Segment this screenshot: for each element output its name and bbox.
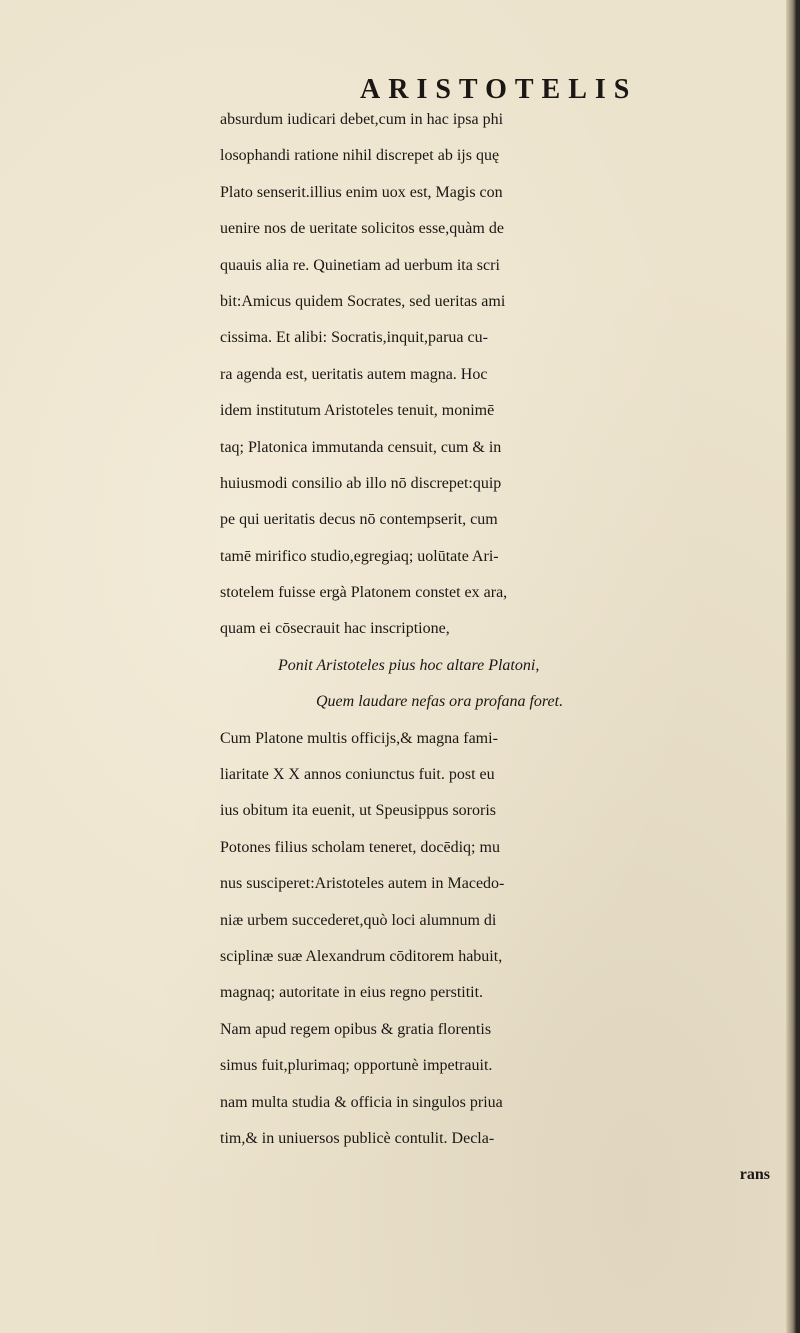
text-line: tamē mirifico studio,egregiaq; uolūtate Ari- [220, 547, 499, 565]
text-line: taq; Platonica immutanda censuit, cum & in [220, 438, 502, 456]
text-line: uenire nos de ueritate solicitos esse,quàm de [220, 220, 504, 238]
text-line: absurdum iudicari debet,cum in hac ipsa phi [220, 111, 504, 128]
verse-line-1: Ponit Aristoteles pius hoc altare Platoni, [278, 656, 540, 674]
page-edge [786, 0, 796, 1333]
text-line: tim,& in uniuersos publicè contulit. Decla- [220, 1129, 495, 1147]
text-line: magnaq; autoritate in eius regno perstitit. [220, 984, 484, 1002]
text-line: Potones filius scholam teneret, docēdiq; mu [220, 838, 500, 856]
text-line: idem institutum Aristoteles tenuit, monimē [220, 402, 495, 420]
text-line: huiusmodi consilio ab illo nō discrepet:quip [220, 474, 502, 492]
text-line: nam multa studia & officia in singulos priua [220, 1093, 503, 1111]
text-line: quauis alia re. Quinetiam ad uerbum ita scri [220, 256, 500, 274]
text-line: pe qui ueritatis decus nō contempserit, cum [220, 511, 498, 529]
text-line: ra agenda est, ueritatis autem magna. Hoc [220, 365, 488, 383]
text-line: losophandi ratione nihil discrepet ab ijs quę [220, 147, 500, 165]
verse-line-2: Quem laudare nefas ora profana foret. [316, 693, 564, 711]
text-line: sciplinæ suæ Alexandrum cōditorem habuit, [220, 947, 503, 965]
text-line: nus susciperet:Aristoteles autem in Macedo- [220, 875, 505, 893]
running-head: ARISTOTELIS [360, 74, 638, 105]
text-line: niæ urbem succederet,quò loci alumnum di [220, 911, 497, 929]
text-line: stotelem fuisse ergà Platonem constet ex ara, [220, 584, 508, 602]
text-line: simus fuit,plurimaq; opportunè impetrauit. [220, 1057, 493, 1075]
text-line: cissima. Et alibi: Socratis,inquit,parua cu- [220, 329, 488, 347]
text-line: ius obitum ita euenit, ut Speusippus sororis [220, 802, 496, 820]
catchword: rans [739, 1166, 770, 1184]
text-line: Plato senserit.illius enim uox est, Magis con [220, 183, 503, 201]
text-line: bit:Amicus quidem Socrates, sed ueritas ami [220, 292, 506, 310]
text-line: Cum Platone multis officijs,& magna fami- [220, 729, 498, 747]
text-line: quam ei cōsecrauit hac inscriptione, [220, 620, 450, 638]
text-line: Nam apud regem opibus & gratia florentis [220, 1020, 492, 1038]
text-block [220, 102, 796, 1194]
text-line: liaritate X X annos coniunctus fuit. post eu [220, 766, 495, 784]
